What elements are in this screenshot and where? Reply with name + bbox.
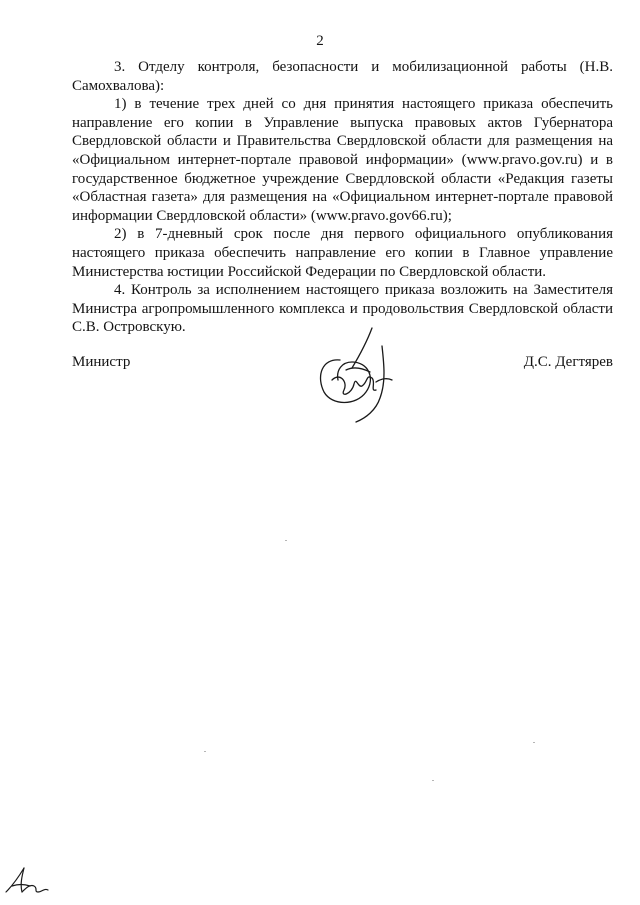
scan-speck: [204, 751, 206, 752]
scan-speck: [285, 540, 287, 541]
scan-speck: [533, 742, 535, 743]
scan-speck: [432, 780, 434, 781]
paragraph-item-3: 3. Отделу контроля, безопасности и мобилизационной работы (Н.В. Самохвалова):: [72, 59, 613, 94]
paragraph-subitem-1: 1) в течение трех дней со дня принятия настоящего приказа обеспечить направление его копии в Управление выпуска правовых актов Губернатора Свердловской области и Правительства Свердловской области для размещения на «Официальном интернет-портале правовой информации» (www.pravo.gov.ru) и в государственное бюджетное учреждение Свердловской области «Редакция газеты «Областная газета» для размещения на «Официальном интернет-портале правовой информации Свердловской области» (www.pravo.gov66.ru);: [72, 96, 613, 224]
paragraph-item-4: 4. Контроль за исполнением настоящего приказа возложить на Заместителя Министра агропромышленного комплекса и продовольствия Свердловской области С.В. Островскую.: [72, 282, 613, 336]
paragraph-subitem-2: 2) в 7-дневный срок после дня первого официального опубликования настоящего приказа обеспечить направление его копии в Главное управление Министерства юстиции Российской Федерации по Свердловской области.: [72, 226, 613, 280]
signer-position: Министр: [72, 354, 131, 370]
handwritten-signature-icon: [300, 322, 410, 427]
page-number: 2: [316, 33, 324, 49]
document-body: [72, 58, 613, 337]
handwritten-initials-icon: [4, 864, 52, 896]
signer-name: Д.С. Дегтярев: [523, 354, 613, 370]
